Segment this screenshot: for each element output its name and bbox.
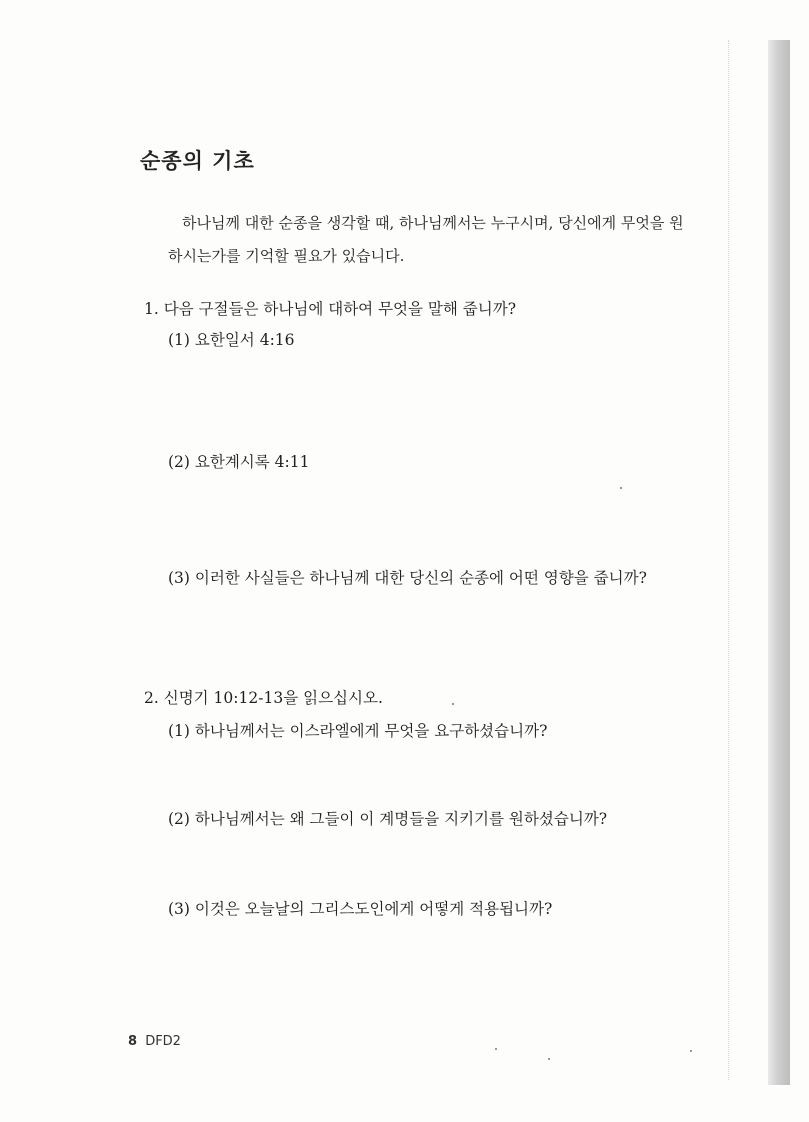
question-2-sub-2: (2) 하나님께서는 왜 그들이 이 계명들을 지키기를 원하셨습니까? [168, 810, 608, 828]
question-2-sub-3: (3) 이것은 오늘날의 그리스도인에게 어떻게 적용됩니까? [168, 900, 553, 918]
scan-speck [690, 1050, 692, 1052]
scan-speck [495, 1048, 497, 1050]
question-1-sub-2: (2) 요한계시록 4:11 [168, 453, 310, 471]
question-2-sub-1: (1) 하나님께서는 이스라엘에게 무엇을 요구하셨습니까? [168, 722, 548, 740]
page-edge-shadow [768, 40, 790, 1085]
page-footer [128, 1034, 181, 1049]
question-1-sub-1: (1) 요한일서 4:16 [168, 331, 295, 349]
question-1-sub-3: (3) 이러한 사실들은 하나님께 대한 당신의 순종에 어떤 영향을 줍니까? [168, 569, 647, 587]
question-2: 2. 신명기 10:12-13을 읽으십시오. [144, 689, 383, 707]
section-title: 순종의 기초 [140, 149, 255, 173]
book-code: DFD2 [145, 1034, 181, 1049]
intro-paragraph: 하나님께 대한 순종을 생각할 때, 하나님께서는 누구시며, 당신에게 무엇을 원하시는가를 기억할 필요가 있습니다. [168, 214, 684, 265]
scan-speck [620, 487, 622, 489]
scan-speck [548, 1058, 550, 1060]
scan-speck [452, 703, 454, 705]
page-edge-dots [728, 40, 731, 1080]
question-1: 1. 다음 구절들은 하나님에 대하여 무엇을 말해 줍니까? [144, 300, 517, 318]
page-number: 8 [128, 1034, 138, 1049]
